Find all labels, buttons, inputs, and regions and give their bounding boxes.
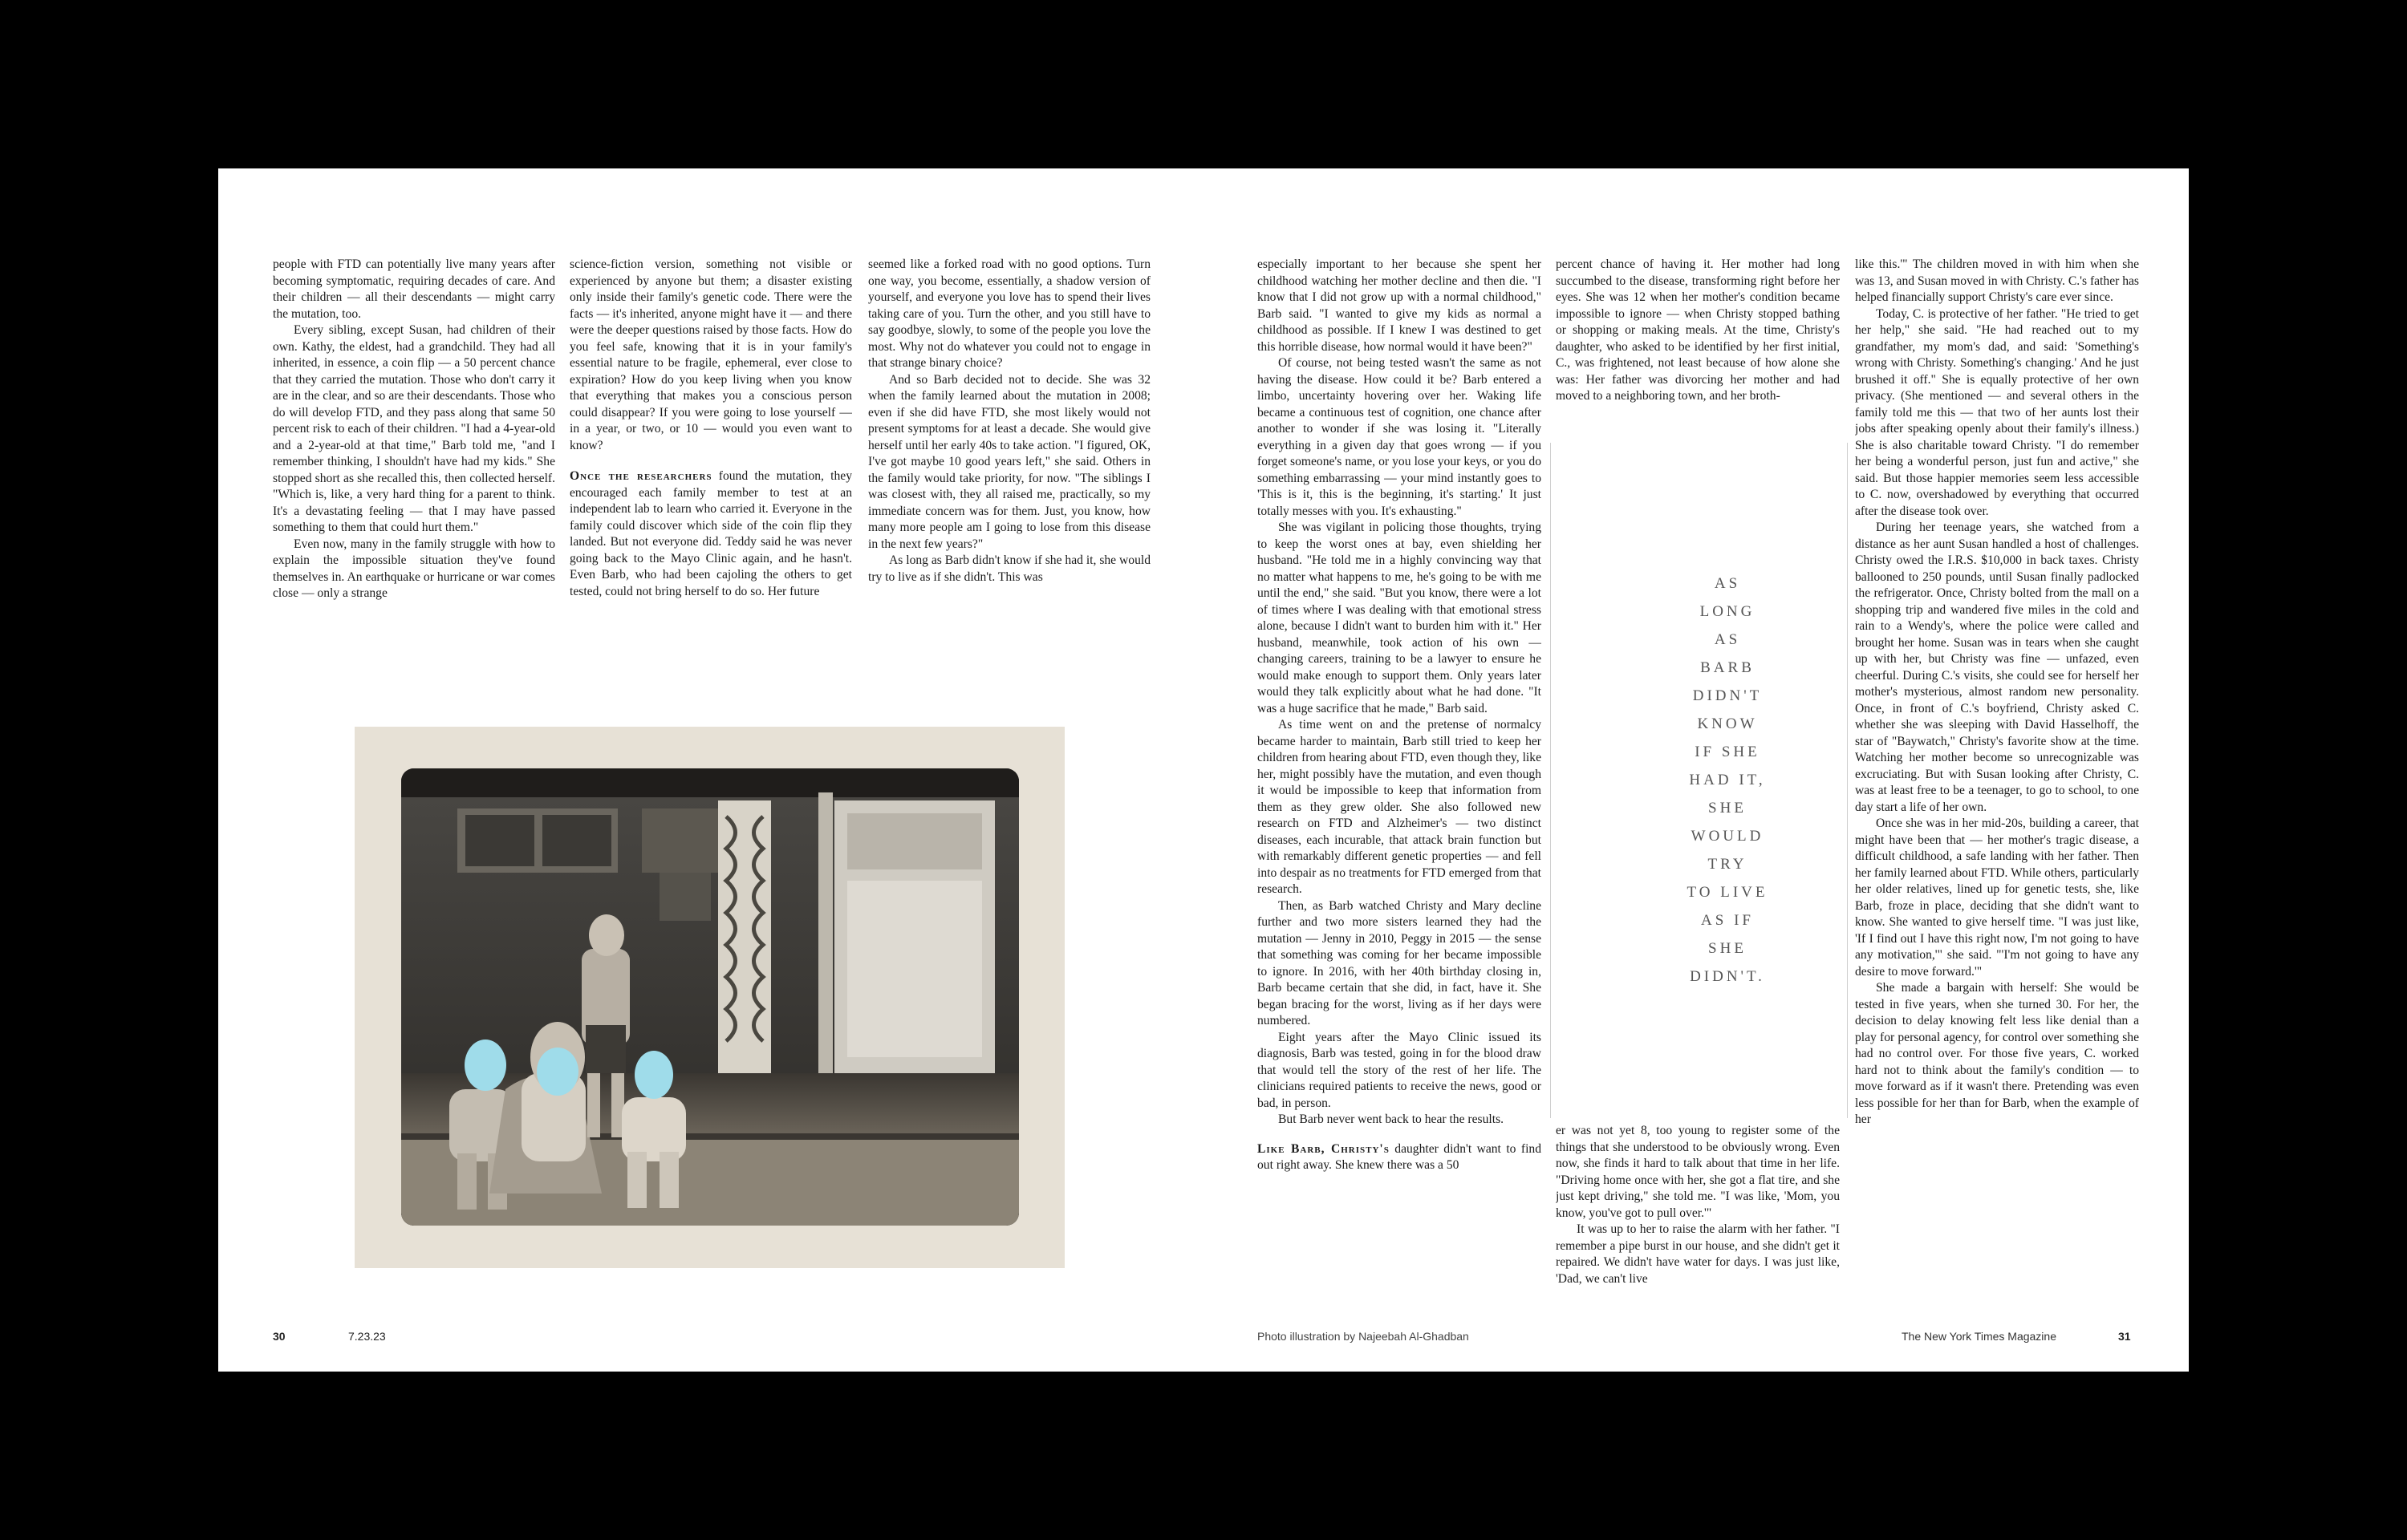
left-folio-date: 7.23.23 bbox=[348, 1330, 386, 1343]
paragraph-text: found the mutation, they encouraged each family member to test at an independent lab to learn who carried it. Everyone in the family could discover which side of the coin flip they landed. But not everyone did. Teddy said he was never going back to the Mayo Clinic again, and he hasn't. Even Barb, who had been cajoling the others to get tested, could not bring herself to do so. Her future bbox=[570, 469, 852, 598]
paragraph: As long as Barb didn't know if she had it, she would try to live as if she didn't. This was bbox=[868, 553, 1151, 584]
right-column-1 bbox=[1257, 257, 1541, 1323]
right-column-2-bottom bbox=[1556, 1123, 1840, 1325]
paragraph: Even now, many in the family struggle with how to explain the impossible situation they've found themselves in. An earthquake or hurricane or war comes close — only a strange bbox=[273, 537, 555, 600]
pull-quote-line: TO LIVE bbox=[1687, 884, 1768, 901]
family-photo bbox=[401, 768, 1019, 1226]
paragraph: But Barb never went back to hear the results. bbox=[1278, 1112, 1504, 1126]
pull-quote-line: BARB bbox=[1700, 659, 1755, 676]
section-paragraph bbox=[570, 468, 852, 600]
pull-quote-rule-left bbox=[1550, 443, 1551, 1118]
section-lead-in: Like Barb, Christy's bbox=[1257, 1141, 1390, 1156]
section-lead-in: Once the researchers bbox=[570, 469, 712, 483]
paragraph: It was up to her to raise the alarm with her father. "I remember a pipe burst in our house, and she didn't get it repaired. We didn't have water for days. I was just like, 'Dad, we can't live bbox=[1556, 1222, 1840, 1286]
paragraph: Once she was in her mid-20s, building a career, that might have been that — her mother's tragic disease, a difficult childhood, a safe landing with her father. Then her family learned about FTD. While others, particularly her older relatives, lined up for genetic tests, she, like Barb, froze in place, deciding that she didn't want to know. She wanted to give herself time. "I was just like, 'If I find out I have this right now, I'm not going to have any motivation,'" she said. "'I'm not going to have any desire to move forward.'" bbox=[1855, 817, 2139, 979]
left-column-2 bbox=[570, 257, 852, 661]
pull-quote-line: AS bbox=[1714, 631, 1741, 648]
right-folio-number: 31 bbox=[2118, 1330, 2131, 1343]
paragraph: especially important to her because she spent her childhood watching her mother decline and then die. "I know that I did not grow up with a normal childhood," Barb said. "I wanted to give my kids as normal a childhood as possible. If I knew I was destined to get this horrible disease, how normal would it have been?" bbox=[1257, 257, 1541, 354]
paragraph: people with FTD can potentially live many years after becoming symptomatic, requiring decades of care. And their children — all their descendants — might carry the mutation, too. bbox=[273, 257, 555, 321]
paragraph: like this.'" The children moved in with him when she was 13, and Susan moved in with Christy. C.'s father has helped financially support Christy's care ever since. bbox=[1855, 257, 2139, 304]
paragraph-text: daughter didn't want to find out right away. She knew there was a 50 bbox=[1257, 1141, 1541, 1172]
left-column-3 bbox=[868, 257, 1151, 661]
paragraph: As time went on and the pretense of normalcy became harder to maintain, Barb still tried to keep her children from hearing about FTD, even though they, like her, might possibly have the mutation, and even though it would be impossible to keep that information from them as they grew older. She also followed new research on FTD and Alzheimer's — two distinct diseases, each incurable, that attack brain function but with remarkably different genetic properties — and fell into despair as no treatments for FTD emerged from that research. bbox=[1257, 718, 1541, 896]
right-column-2-top bbox=[1556, 257, 1840, 411]
pull-quote-line: SHE bbox=[1708, 940, 1747, 957]
pull-quote-line: DIDN'T bbox=[1692, 687, 1763, 704]
pull-quote-line: IF SHE bbox=[1695, 744, 1760, 760]
paragraph: Today, C. is protective of her father. "He tried to get her help," she said. "He had reached out to my grandfather, my mom's dad, and said: 'Something's wrong with Christy. Something's changing.' And he just brushed it off." She is equally protective of her own privacy. (She mentioned — and several others in the family told me this — that two of her aunts lost their jobs after speaking openly about their family's illness.) She is also charitable toward Christy. "I do remember her being a wonderful person, just fun and active," she said. But those happier memories seem less accessible to C. now, overshadowed by everything that occurred after the disease took over. bbox=[1855, 306, 2139, 518]
pull-quote-line: WOULD bbox=[1691, 828, 1764, 845]
pull-quote-line: KNOW bbox=[1697, 715, 1758, 732]
right-column-3 bbox=[1855, 257, 2139, 1323]
family-photo-illustration bbox=[401, 768, 1019, 1226]
pull-quote-rule-right bbox=[1847, 443, 1848, 1118]
paragraph: Then, as Barb watched Christy and Mary decline further and two more sisters learned they had the mutation — Jenny in 2010, Peggy in 2015 — the sense that something was coming for her became impossible to ignore. In 2016, with her 40th birthday closing in, Barb became certain that she did, in fact, have it. She began bracing for the worst, living as if her days were numbered. bbox=[1257, 898, 1541, 1027]
paragraph: She made a bargain with herself: She would be tested in five years, when she turned 30. For her, the decision to delay knowing felt less like denial than a play for personal agency, for control over something she had no control over. For those five years, C. worked hard not to think about the family's condition — to move forward as if it wasn't there. Pretending was even less possible for her than for Barb, when the example of her bbox=[1855, 981, 2139, 1126]
paragraph: er was not yet 8, too young to register some of the things that she understood to be obviously wrong. Even now, she finds it hard to talk about that time in her life. "Driving home once with her, she got a flat tire, and she just kept driving," she told me. "I was like, 'Mom, you know, you've got to pull over.'" bbox=[1556, 1124, 1840, 1220]
pull-quote-line: AS bbox=[1714, 575, 1741, 592]
paragraph: Every sibling, except Susan, had children of their own. Kathy, the eldest, had a grandchild. They had all inherited, in essence, a coin flip — a 50 percent chance that they carried the mutation. Those who don't carry it are in the clear, and so are their descendants. Those who do will develop FTD, and they pass along that same 50 percent risk to each of their children. "I had a 4-year-old and a 2-year-old at that time," Barb told me, "and I remember thinking, I shouldn't have had my kids." She stopped short as she recalled this, then collected herself. "Which is, like, a very hard thing for a parent to think. It's a devastating feeling — that I may have passed something to them that could hurt them." bbox=[273, 323, 555, 534]
pull-quote-line: SHE bbox=[1708, 800, 1747, 817]
pull-quote-line: AS IF bbox=[1701, 912, 1754, 929]
paragraph: She was vigilant in policing those thoughts, trying to keep the worst ones at bay, even shielding her husband. "He told me in a highly convincing way that no matter what happens to me, he's going to be with me until the end," she said. "But you know, there were a lot of times where I was dealing with that emotional stress alone, because I didn't want to burden him with it." Her husband, meanwhile, took action of his own — changing careers, training to be a lawyer to ensure he would make enough to support them. Only years later would they talk explicitly about what he had done. "It was a huge sacrifice that he made," Barb said. bbox=[1257, 521, 1541, 715]
pull-quote-line: LONG bbox=[1699, 603, 1756, 620]
pull-quote bbox=[1623, 569, 1832, 991]
paragraph: Of course, not being tested wasn't the same as not having the disease. How could it be? Barb entered a limbo, uncertainty hovering over her. Waking life became a continuous test of cognition, one chance after another to wonder if she was losing it. "Literally everything in a given day that goes wrong — if you forget someone's name, or you lose your keys, or you do something embarrassing — your mind instantly goes to 'This is it, this is the beginning, it's starting.' It just totally messes with you. It's exhausting." bbox=[1257, 356, 1541, 518]
pull-quote-line: HAD IT, bbox=[1689, 772, 1766, 788]
paragraph: And so Barb decided not to decide. She was 32 when the family learned about the mutation in 2008; even if she did have FTD, she most likely would not present symptoms for at least a decade. She would give herself until her early 40s to take action. "I figured, OK, I've got maybe 10 good years left," she said. Others in the family would take priority, for now. "The siblings I was closest with, they all raised me, practically, so my immediate concern was for them. Just, you know, how many more people am I going to lose from this disease in the next few years?" bbox=[868, 372, 1151, 551]
magazine-name: The New York Times Magazine bbox=[1902, 1330, 2056, 1343]
paragraph: During her teenage years, she watched from a distance as her aunt Susan handled a host of challenges. Christy owed the I.R.S. $10,000 in back taxes. Christy ballooned to 250 pounds, until Susan finally padlocked the refrigerator. Once, Christy bolted from the mall on a shopping trip and wandered five miles in the cold and rain to a Wendy's, where the police were called and brought her home. Susan was in tears when she caught up with her, but Christy was fine — unfazed, even cheerful. During C.'s visits, she could see for herself her mother's mysterious, almost random new personality. Once, in front of C.'s boyfriend, Christy asked C. whether she was sleeping with David Hasselhoff, the star of "Baywatch," Christy's favorite show at the time. Watching her mother become so unrecognizable was excruciating. But with Susan looking after Christy, C. was at least free to be a teenager, to go to school, to one day start a life of her own. bbox=[1855, 521, 2139, 814]
photo-credit: Photo illustration by Najeebah Al-Ghadban bbox=[1257, 1330, 1469, 1343]
paragraph: science-fiction version, something not visible or experienced by anyone but them; a disaster existing only inside their family's genetic code. There were the facts — it's inherited, anyone might have it — and there were the deeper questions raised by those facts. How do you feel safe, knowing that it is in your family's essential nature to be fragile, ephemeral, ever close to expiration? How do you keep living when you know that everything that makes you a conscious person could disappear? If you were going to lose yourself — in a year, or two, or 10 — would you even want to know? bbox=[570, 257, 852, 452]
left-column-1 bbox=[273, 257, 555, 661]
pull-quote-line: DIDN'T. bbox=[1690, 968, 1765, 985]
paragraph: Eight years after the Mayo Clinic issued its diagnosis, Barb was tested, going in for the blood draw that would tell the story of the rest of her life. The clinicians required patients to receive the news, good or bad, in person. bbox=[1257, 1030, 1541, 1110]
pull-quote-line: TRY bbox=[1707, 856, 1747, 873]
section-paragraph bbox=[1257, 1141, 1541, 1174]
paragraph: seemed like a forked road with no good options. Turn one way, you become, essentially, a shadow version of yourself, and everyone you love has to spend their lives taking care of you. Turn the other, and you still have to say goodbye, slowly, to some of the people you love the most. Why not do whatever you could not to engage in that strange binary choice? bbox=[868, 257, 1151, 370]
paragraph: percent chance of having it. Her mother had long succumbed to the disease, transforming right before her eyes. She was 12 when her mother's condition became impossible to ignore — when Christy stopped bathing or shopping or making meals. At the time, Christy's daughter, who asked to be identified by her first initial, C., was frightened, not least because of how alone she was: Her father was divorcing her mother and had moved to a neighboring town, and her broth- bbox=[1556, 257, 1840, 403]
left-folio-number: 30 bbox=[273, 1330, 286, 1343]
